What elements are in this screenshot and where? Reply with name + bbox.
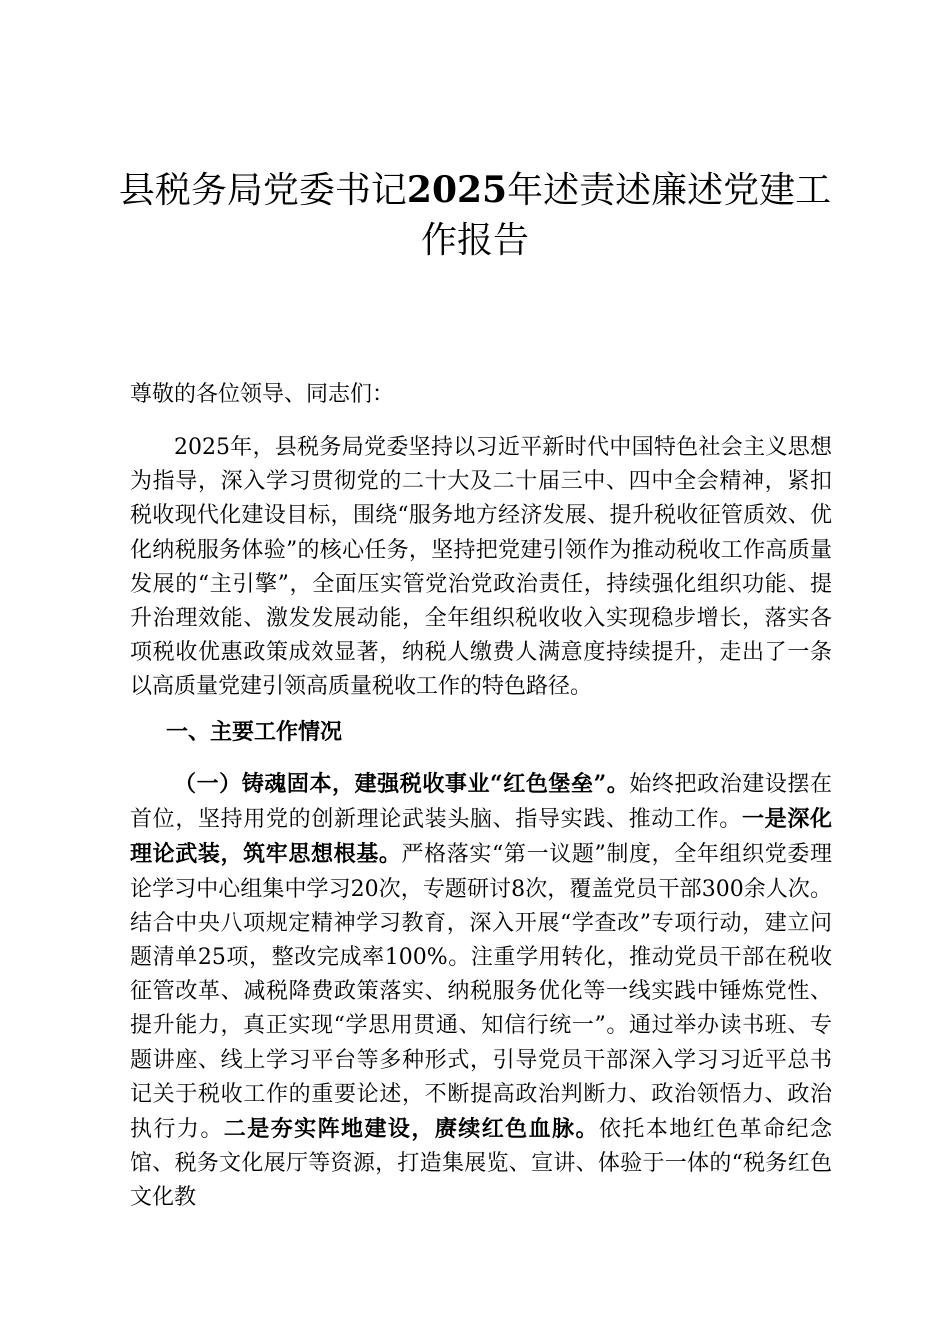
section-1-text-3: 依托本地红色革命纪念馆、税务文化展厅等资源，打造集展览、宣讲、体验于一体的“税务红色文化教 [130, 1117, 832, 1211]
section-1-bold-point-2: 二是夯实阵地建设，赓续红色血脉。 [223, 1116, 599, 1143]
intro-paragraph: 2025年，县税务局党委坚持以习近平新时代中国特色社会主义思想为指导，深入学习贯彻党的二十大及二十届三中、四中全会精神，紧扣税收现代化建设目标，围绕“服务地方经济发展、提升税收征管质效、优化纳税服务体验”的核心任务，坚持把党建引领作为推动税收工作高质量发展的“主引擎”，全面压实管党治党政治责任，持续强化组织功能、提升治理效能、激发发展动能，全年组织税收收入实现稳步增长，落实各项税收优惠政策成效显著，纳税人缴费人满意度持续提升，走出了一条以高质量党建引领高质量税收工作的特色路径。 [130, 435, 832, 700]
section-1-text-2: 严格落实“第一议题”制度，全年组织党委理论学习中心组集中学习20次，专题研讨8次，覆盖党员干部300余人次。结合中央八项规定精神学习教育，深入开展“学查改”专项行动，建立问题清单25项，整改完成率100%。注重学用转化，推动党员干部在税收征管改革、减税降费政策落实、纳税服务优化等一线实践中锤炼党性、提升能力，真正实现“学思用贯通、知信行统一”。通过举办读书班、专题讲座、线上学习平台等多种形式，引导党员干部深入学习习近平总书记关于税收工作的重要论述，不断提高政治判断力、政治领悟力、政治执行力。 [130, 842, 832, 1143]
salutation: 尊敬的各位领导、同志们： [130, 382, 395, 407]
title-part-1: 县税务局党委书记 [118, 170, 407, 211]
title-year: 2025 [406, 169, 508, 211]
section-heading-main-work: 一、主要工作情况 [166, 719, 343, 745]
section-1-bold-title: （一）铸魂固本，建强税收事业“红色堡垒”。 [174, 771, 630, 797]
section-1-bold-point-1: 一是深化理论武装，筑牢思想根基。 [130, 806, 832, 868]
section-1-text-1: 始终把政治建设摆在首位，坚持用党的创新理论武装头脑、指导实践、推动工作。 [130, 772, 832, 833]
title-part-2: 年述责述廉述党建工作报告 [420, 170, 832, 261]
section-1-paragraph [130, 767, 832, 1216]
document-title [110, 165, 840, 266]
